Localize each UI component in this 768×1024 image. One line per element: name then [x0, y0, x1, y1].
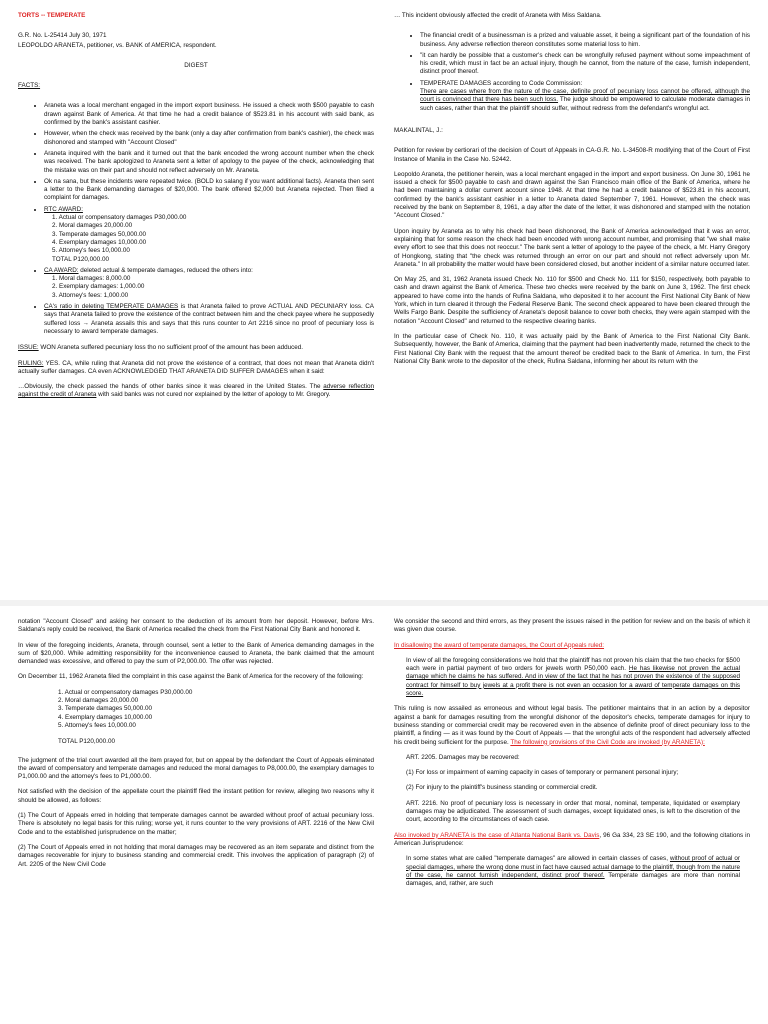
incident-intro: … This incident obviously affected the credit of Araneta with Miss Saldana. — [394, 12, 602, 19]
fact-item: • However, when the check was received by the bank (only a day after confirmation from bank's cashier), the check was dishonored and stamped with "Account Closed" — [44, 130, 374, 147]
fact-item: • Ok na sana, but these incidents were repeated twice. (BOLD ko salang if you want additional facts). Araneta then sent a letter to the Bank demanding damages of $20,000. The bank offered $2,000 but Araneta rejected. Then filed a complaint for damages. — [44, 178, 374, 203]
gr-number: G.R. No. L-25414 July 30, 1971 — [18, 32, 107, 40]
article-2216: ART. 2216. No proof of pecuniary loss is necessary in order that moral, nominal, temperate, liquidated or exemplary damages may be adjudicated. The assessment of such damages, except liquidated ones, is left to the discretion of the court, according to the circumstances of each case. — [406, 799, 740, 824]
credit-bullet: • The financial credit of a businessman is a prized and valuable asset, it being a significant part of the foundation of his business. Any adverse reflection thereon constitutes some material loss to him. — [420, 32, 750, 49]
opinion-paragraph: Not satisfied with the decision of the appellate court the plaintiff filed the instant petition for review, alleging two reasons why it should be allowed, as follows: — [18, 788, 374, 804]
rtc-award-label: RTC AWARD: — [44, 205, 83, 213]
opinion-paragraph: (2) The Court of Appeals erred in not holding that moral damages may be recovered as an item separate and distinct from the damages recoverable for injury to business standing and commercial credit. This involves the application of paragraph (2) of Art. 2205 of the New Civil Code — [18, 843, 374, 868]
page1-left-column — [18, 12, 374, 407]
ca-award-desc: deleted actual & temperate damages, reduced the others into: — [78, 266, 253, 274]
rtc-award-item — [44, 206, 374, 264]
facts-list — [18, 102, 374, 336]
opinion-paragraph — [394, 705, 750, 746]
issue-label: ISSUE: — [18, 344, 39, 352]
fact-item: • Araneta inquired with the bank and it turned out that the bank encoded the wrong account number when the check was received. The bank apologized to Araneta sent a letter of apology to the payee of the check, acknowledging that the mistake was on their part and should not reflect adversely on Mr. Araneta. — [44, 150, 374, 175]
opinion-paragraph: The judgment of the trial court awarded all the item prayed for, but on appeal by the defendant the Court of Appeals eliminated the award of compensatory and temperate damages and reduced the moral damages to P8,000.00, the exemplary damages to P1,000.00 and the attorney's fees to P1,000.00. — [18, 756, 374, 781]
rtc-line: 3. Temperate damages 50,000.00 — [52, 230, 147, 238]
digest-heading: DIGEST — [184, 61, 208, 69]
rtc-line: 5. Attorney's fees 10,000.00 — [52, 247, 130, 255]
opinion-paragraph: In view of the foregoing incidents, Araneta, through counsel, sent a letter to the Bank of America demanding damages in the sum of $20,000. While admitting responsibility for the inconvenience caused to Araneta, the bank claimed that the amount demanded was excessive, and offered to pay the sum of P2,000.00. The offer was rejected. — [18, 641, 374, 666]
quote-text: Temperate damages are more than nominal damages, and, rather, are such — [406, 871, 740, 888]
quote-underlined: adverse reflection against the credit of Araneta — [18, 383, 374, 399]
case-parties: LEOPOLDO ARANETA, petitioner, vs. BANK of AMERICA, respondent. — [18, 41, 217, 49]
quote-text: with said banks was not cured nor explained by the letter of apology to Mr. Gregory. — [96, 391, 331, 399]
highlighted-heading: In disallowing the award of temperate damages, the Court of Appeals ruled: — [394, 641, 605, 649]
article-2205-item: (1) For loss or impairment of earning capacity in cases of temporary or permanent personal injury; — [406, 769, 679, 777]
issue-text: WON Araneta suffered pecuniary loss tho no sufficient proof of the amount has been adduced. — [38, 344, 304, 352]
article-2205-item: (2) For injury to the plaintiff's business standing or commercial credit. — [406, 784, 598, 792]
ca-line: 3. Attorney's fees: 1,000.00 — [52, 291, 129, 299]
opinion-paragraph — [394, 832, 750, 849]
opinion-paragraph: Upon inquiry by Araneta as to why his check had been dishonored, the Bank of America acknowledged that it was an error, explaining that for some reason the check had been encoded with wrong account number, and promising that "we shall make every effort to see that this does not reoccur." The bank sent a letter of apology to the payee of the check, a Mr. Harry Gregory of Hongkong, stating that "the check was returned through an error on our part and should not reflect adversely upon Mr. Araneta." In all probability the matter would have been considered closed, but another incident of a similar nature occurred later. — [394, 227, 750, 268]
fact-item: • Araneta was a local merchant engaged in the import export business. He issued a check woth $500 payable to cash drawn against Bank of America. At that time he had a credit balance of $523.81 in his account with said bank, as confirmed by the bank's assistant cashier. — [44, 102, 374, 127]
temperate-definition — [420, 80, 750, 113]
issue-paragraph — [18, 344, 374, 352]
damages-total: TOTAL P120,000.00 — [58, 738, 115, 746]
ruling-label: RULING: — [18, 359, 44, 367]
ruling-text: YES. CA, while ruling that Araneta did not prove the existence of a contract, that does not mean that Araneta didn't actually suffer damages. CA even ACKNOWLEDGED THAT ARANETA DID SUFFER DAMAGES when it said: — [18, 359, 374, 375]
paragraph-text: , 96 Ga 334, 23 SE 190, and the following citations in American Jurisprudence: — [394, 831, 750, 847]
rtc-line: 4. Exemplary damages 10,000.00 — [52, 238, 147, 246]
quote-text: …Obviously, the check passed the hands of other banks since it was cleared in the United States. The — [18, 383, 324, 391]
ca-ruling-quote — [394, 657, 750, 698]
highlighted-text: Also invoked by ARANETA is the case of Atlanta National Bank vs. Davis — [394, 831, 600, 839]
rtc-line: 2. Moral damages 20,000.00 — [52, 222, 133, 230]
ca-ratio-text: is that Araneta failed to prove ACTUAL AND PECUNIARY loss. CA says that Araneta failed to prove the existence of the contract between him and the check payee where he supposedly suffered loss → Araneta assails this and says that this runs counter to Art 2216 since no proof of pecuniary loss is necessary to award temperate damages. — [44, 303, 374, 335]
ca-ratio-item — [44, 303, 374, 336]
credit-bullet: • "it can hardly be possible that a customer's check can be wrongfully refused payment without some impeachment of his credit, which must in fact be an actual injury, though he cannot, from the nature of the case, furnish independent, distinct proof thereof. — [420, 52, 750, 77]
quote-text: In view of all the foregoing considerations we hold that the plaintiff has not proven his claim that the two checks for $500 each were in partial payment of two orders for jewels worth P50,000 each. — [406, 656, 740, 673]
article-2205: ART. 2205. Damages may be recovered: — [406, 753, 520, 761]
opinion-paragraph: On December 11, 1962 Araneta filed the complaint in this case against the Bank of America for the recovery of the following: — [18, 673, 364, 681]
document-page-2 — [0, 606, 768, 1024]
opinion-paragraph: Leopoldo Araneta, the petitioner herein, was a local merchant engaged in the import and export business. On June 30, 1961 he issued a check for $500 payable to cash and drawn against the San Francisco main office of the Bank of America, where he had been maintaining a dollar current account since 1948. At that time he had a credit balance of $523.81 in his account, confirmed by the bank's assistant cashier in a letter to Araneta dated September 7, 1961. However, when the check was received by the bank on September 8, 1961, a day after the date of the letter, it was dishonored and stamped with the notation "Account Closed." — [394, 170, 750, 220]
ruling-paragraph — [18, 360, 374, 377]
quote-text: In some states what are called "temperate damages" are allowed in certain classes of cases, — [406, 855, 670, 863]
quote-underlined: without proof of actual or special damages, where the wrong done must in fact have caused actual damage to the plaintiff, though from the nature of the case, he cannot furnish independent, distinct proof thereof. — [406, 855, 740, 879]
page2-right-column — [394, 618, 750, 895]
damages-line: 3. Temperate damages 50,000.00 — [58, 705, 153, 713]
damages-list — [18, 689, 374, 730]
page2-left-column — [18, 618, 374, 876]
temperate-text: The judge should be empowered to calculate moderate damages in such cases, rather than that the plaintiff should suffer, without redress from the defendant's wrongful act. — [420, 96, 750, 112]
credit-bullets — [394, 32, 750, 113]
ca-line: 1. Moral damages: 8,000.00 — [52, 275, 131, 283]
temperate-title: • TEMPERATE DAMAGES according to Code Commission: — [420, 79, 583, 87]
highlighted-text: The following provisions of the Civil Code are invoked (by ARANETA): — [510, 738, 705, 746]
damages-line: 5. Attorney's fees 10,000.00 — [58, 721, 136, 729]
damages-line: 1. Actual or compensatory damages P30,000.00 — [58, 688, 193, 696]
opinion-paragraph: Petition for review by certiorari of the decision of Court of Appeals in CA-G.R. No. L-34508-R modifying that of the Court of First Instance of Manila in the Case No. 52442. — [394, 147, 750, 163]
rtc-total: TOTAL P120,000.00 — [52, 255, 109, 263]
damages-line: 4. Exemplary damages 10,000.00 — [58, 713, 153, 721]
ca-award-item — [44, 267, 374, 300]
opinion-paragraph: notation "Account Closed" and asking her consent to the deduction of its amount from her deposit. However, before Mrs. Saldana's reply could be received, the Bank of America recalled the check from the First National City Bank and honored it. — [18, 618, 374, 634]
ca-award-list — [44, 275, 374, 300]
justice-name: MAKALINTAL, J.: — [394, 126, 443, 134]
quote-underlined: He has likewise not proven the actual damage which he claims he has suffered. And in view of the fact that he has not proven the existence of the supposed contract for himself to buy jewels at a profit there is not even an occasion for a award of temperate damages on this score. — [406, 665, 740, 698]
doc-header: TORTS -- TEMPERATE — [18, 12, 86, 19]
rtc-line: 1. Actual or compensatory damages P30,000.00 — [52, 214, 187, 222]
opinion-paragraph: In the particular case of Check No. 110, it was actually paid by the Bank of America to the First National City Bank. Subsequently, however, the Bank of America, claiming that the payment had been inadvertently made, returned the check to the First National City Bank with the request that the amount thereof be credited back to the Bank of America. In turn, the First National City Bank wrote to the depositor of the check, Rufina Saldana, informing her about its return with the — [394, 332, 750, 365]
opinion-paragraph: (1) The Court of Appeals erred in holding that temperate damages cannot be awarded without proof of actual pecuniary loss. There is absolutely no legal basis for this ruling; worse yet, it runs counter to the very provisions of ART. 2216 of the New Civil Code and to the established jurisprudence on the matter; — [18, 812, 374, 836]
ca-award-label: CA AWARD: — [44, 266, 79, 274]
rtc-award-list — [44, 214, 374, 264]
opinion-paragraph: We consider the second and third errors, as they present the issues raised in the petition for review and on the basis of which it was given due course. — [394, 618, 750, 634]
ca-line: 2. Exemplary damages: 1,000.00 — [52, 283, 145, 291]
temperate-underlined: There are cases where from the nature of the case, definite proof of pecuniary loss cannot be offered, although the court is convinced that there has been such loss. — [420, 88, 750, 104]
facts-heading: FACTS: — [18, 82, 41, 90]
ca-ratio-label: CA's ratio in deleting TEMPERATE DAMAGES — [44, 303, 179, 311]
page1-right-column — [394, 12, 750, 373]
paragraph-text: This ruling is now assailed as erroneous and without legal basis. The petitioner maintains that in an action by a depositor against a bank for damages resulting from the wrongful dishonor of the depositor's checks, temperate damages for injury to business standing or commercial credit may be recovered even in the absence of definite proof of direct pecuniary loss to the plaintiff, a finding — as it was found by the Court of Appeals — that the wrongful acts of the respondent had adversely affected his credit being sufficient for the purpose. — [394, 705, 750, 746]
am-jur-quote — [394, 855, 750, 888]
opinion-paragraph: On May 25, and 31, 1962 Araneta issued Check No. 110 for $500 and Check No. 111 for $150, respectively, both payable to cash and drawn against the Bank of America. These two checks were received by the bank on June 3, 1962. The first check appeared to have come into the hands of Rufina Saldana, who deposited it to her account the First National City Bank of New York, which in turn cleared it through the Federal Reserve Bank. The second check appeared to have been cleared through the Wells Fargo Bank. Despite the sufficiency of Araneta's deposit balance to cover both checks, they were again stamped with the notation "Account Closed" and returned to the respective clearing banks. — [394, 276, 750, 325]
damages-line: 2. Moral damages 20,000.00 — [58, 697, 139, 705]
ruling-quote — [18, 383, 374, 400]
